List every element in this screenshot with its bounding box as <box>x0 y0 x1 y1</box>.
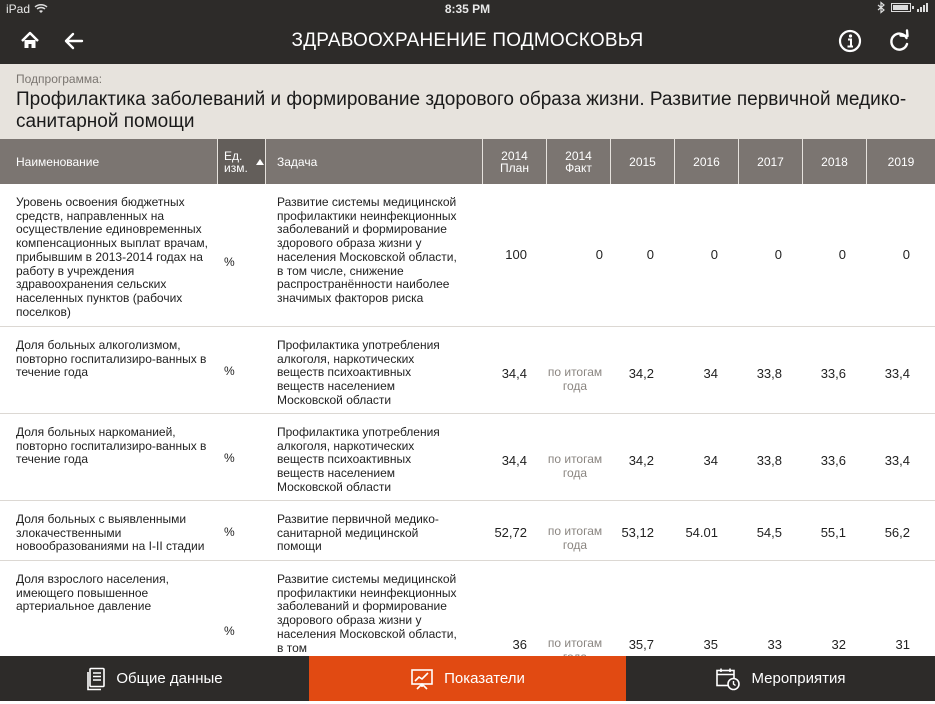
row-2017: 33 <box>767 637 782 652</box>
row-2016: 34 <box>703 366 718 381</box>
column-header-2016-label: 2016 <box>693 154 720 169</box>
column-header-name[interactable] <box>0 139 218 184</box>
row-2017: 33,8 <box>756 453 782 468</box>
column-header-2019[interactable] <box>867 139 935 184</box>
row-2018: 32 <box>831 637 846 652</box>
row-2019: 0 <box>902 247 910 262</box>
row-task: Развитие первичной медико-санитарной медицинской помощи <box>277 512 439 554</box>
row-name: Доля больных наркоманией, повторно госпитализиро-ванных в течение года <box>16 425 207 467</box>
row-2019: 33,4 <box>884 453 910 468</box>
bottom-tab-bar <box>0 656 935 701</box>
column-header-task-label: Задача <box>277 154 318 169</box>
row-2016: 54.01 <box>685 525 718 540</box>
row-2016: 0 <box>710 247 718 262</box>
row-fact-2014: по итогам <box>547 636 603 650</box>
row-plan-2014: 34,4 <box>501 453 527 468</box>
row-name: Доля взрослого населения, имеющего повышенное артериальное давление <box>16 572 169 614</box>
device-label: iPad <box>6 2 31 16</box>
row-2018: 0 <box>838 247 846 262</box>
document-icon <box>86 667 106 691</box>
tab-general-label: Общие данные <box>116 670 223 687</box>
chart-board-icon <box>410 668 434 690</box>
row-fact-2014: 0 <box>595 247 603 262</box>
subprogram-name: Профилактика заболеваний и формирование здорового образа жизни. Развитие первичной медико-санитарной помощи <box>16 89 907 132</box>
row-unit: % <box>224 255 235 269</box>
tab-indicators[interactable] <box>309 656 626 701</box>
row-name: Уровень освоения бюджетных средств, направленных на осуществление единовременных компенсационных выплат врачам, прибывшим в 2013-2014 годах на работу в учреждения здравоохранения сельских населенных пунктов (рабочих поселков) <box>16 195 208 319</box>
row-plan-2014: 36 <box>512 637 527 652</box>
row-plan-2014: 52,72 <box>494 525 527 540</box>
row-plan-2014: 34,4 <box>501 366 527 381</box>
row-task: Профилактика употребления алкоголя, наркотических веществ психоактивных веществ населением Московской области <box>277 425 440 494</box>
row-2015: 34,2 <box>628 366 654 381</box>
row-unit: % <box>224 364 235 378</box>
column-header-plan-2014-label: 2014 План <box>500 148 529 175</box>
row-task: Профилактика употребления алкоголя, наркотических веществ психоактивных веществ населением Московской области <box>277 338 440 407</box>
signal-icon <box>917 3 929 12</box>
column-header-2015-label: 2015 <box>629 154 656 169</box>
tab-events[interactable] <box>626 656 935 701</box>
row-fact-2014: по итогам года <box>547 365 603 393</box>
table-row[interactable] <box>0 501 935 561</box>
column-header-unit[interactable] <box>218 139 266 184</box>
row-2018: 55,1 <box>820 525 846 540</box>
calendar-clock-icon <box>715 667 741 691</box>
row-plan-2014: 100 <box>505 247 527 262</box>
row-fact-2014: по итогам года <box>547 452 603 480</box>
row-2016: 34 <box>703 453 718 468</box>
column-header-name-label: Наименование <box>16 154 100 169</box>
row-fact-2014: по итогам года <box>547 524 603 552</box>
indicators-table <box>0 184 935 656</box>
column-header-unit-label: Ед. изм. <box>224 148 248 175</box>
sort-ascending-icon <box>255 158 265 166</box>
column-header-2017[interactable] <box>739 139 803 184</box>
tab-general[interactable] <box>0 656 309 701</box>
column-header-2019-label: 2019 <box>887 154 915 169</box>
row-2015: 53,12 <box>621 525 654 540</box>
column-header-2015[interactable] <box>611 139 675 184</box>
column-header-fact-2014-label: 2014 Факт <box>565 148 592 175</box>
column-header-2016[interactable] <box>675 139 739 184</box>
row-unit: % <box>224 451 235 465</box>
bluetooth-icon <box>877 2 885 13</box>
row-task: Развитие системы медицинской профилактики неинфекционных заболеваний и формирование здорового образа жизни у населения Московской области, в том числе, снижение распространённости наиболее значимых факторов риска <box>277 195 457 305</box>
table-row[interactable] <box>0 184 935 327</box>
nav-bar <box>0 18 935 64</box>
tab-indicators-label: Показатели <box>444 670 525 687</box>
row-2015: 0 <box>646 247 654 262</box>
row-name: Доля больных алкоголизмом, повторно госпитализиро-ванных в течение года <box>16 338 207 380</box>
row-name: Доля больных с выявленными злокачественными новообразованиями на I-II стадии <box>16 512 205 554</box>
column-header-2018[interactable] <box>803 139 867 184</box>
row-2019: 56,2 <box>884 525 910 540</box>
row-2018: 33,6 <box>820 366 846 381</box>
column-header-plan-2014[interactable] <box>483 139 547 184</box>
table-header <box>0 139 935 184</box>
row-2019: 33,4 <box>884 366 910 381</box>
page-title: ЗДРАВООХРАНЕНИЕ ПОДМОСКОВЬЯ <box>291 30 644 51</box>
status-bar <box>0 0 935 18</box>
column-header-2018-label: 2018 <box>821 154 848 169</box>
row-unit: % <box>224 624 235 638</box>
row-2017: 54,5 <box>756 525 782 540</box>
refresh-icon <box>886 27 914 55</box>
tab-events-label: Мероприятия <box>751 670 846 687</box>
info-button[interactable] <box>836 27 864 55</box>
subprogram-header <box>0 64 935 139</box>
row-2017: 33,8 <box>756 366 782 381</box>
row-2015: 35,7 <box>628 637 654 652</box>
column-header-fact-2014[interactable] <box>547 139 611 184</box>
status-time: 8:35 PM <box>444 2 491 16</box>
column-header-task[interactable] <box>266 139 483 184</box>
row-task: Развитие системы медицинской профилактики неинфекционных заболеваний и формирование здорового образа жизни у населения Московской области, в том <box>277 572 457 655</box>
row-2017: 0 <box>774 247 782 262</box>
info-icon <box>836 27 864 55</box>
table-row[interactable] <box>0 414 935 501</box>
column-header-2017-label: 2017 <box>757 154 784 169</box>
row-unit: % <box>224 525 235 539</box>
table-row[interactable] <box>0 327 935 414</box>
row-2015: 34,2 <box>628 453 654 468</box>
row-2019: 31 <box>895 637 910 652</box>
battery-icon <box>891 3 911 12</box>
subprogram-label: Подпрограмма: <box>16 72 103 86</box>
row-2016: 35 <box>703 637 718 652</box>
refresh-button[interactable] <box>886 27 914 55</box>
row-2018: 33,6 <box>820 453 846 468</box>
